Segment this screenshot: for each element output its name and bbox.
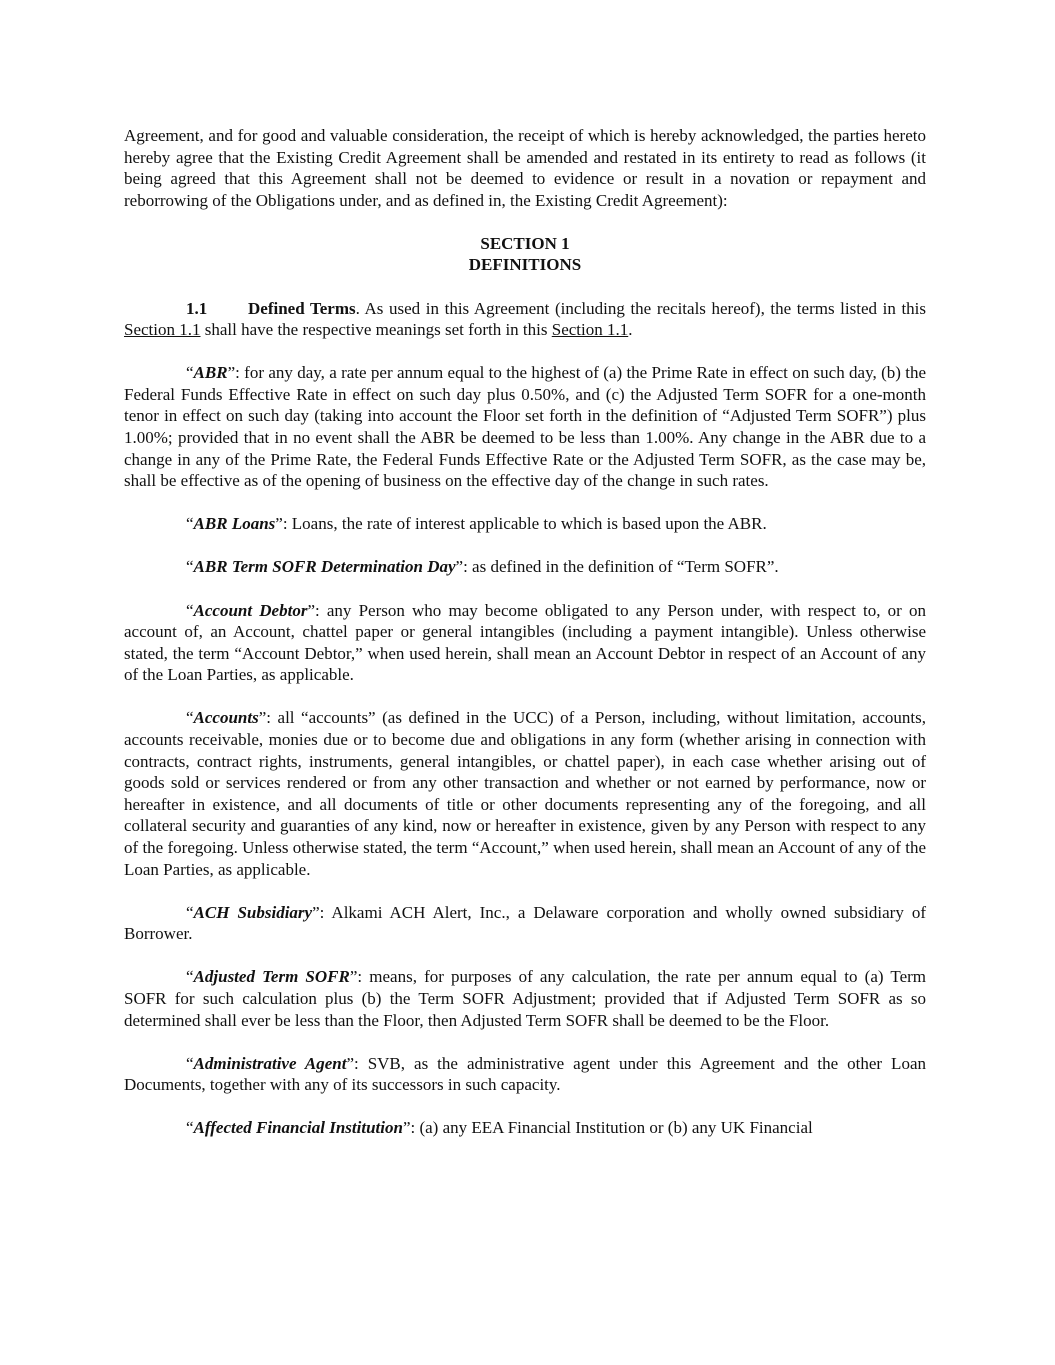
defined-term: Accounts <box>193 708 259 728</box>
definition-affected-financial-institution: “Affected Financial Institution”: (a) any EEA Financial Institution or (b) any UK Financial <box>186 1118 813 1138</box>
section-ref-link[interactable]: Section 1.1 <box>551 320 629 340</box>
definition-text: : Alkami ACH Alert, Inc., a Delaware corporation and wholly owned subsidiary of Borrower. <box>124 902 926 944</box>
definition-text: : SVB, as the administrative agent under this Agreement and the other Loan Documents, together with any of its successors in such capacity. <box>124 1053 926 1095</box>
defined-term: ABR <box>193 363 228 383</box>
definition-text: : all “accounts” (as defined in the UCC) of a Person, including, without limitation, accounts, accounts receivable, monies due or to become due and obligations in any form (whether arising in connection with contracts, contract rights, instruments, general intangibles, or chattel paper), in each case whether arising out of goods sold or services rendered or from any other transaction and whether or not earned by performance, now or hereafter in existence, and all documents of title or other documents representing any of the foregoing, and all collateral security and guaranties of any kind, now or hereafter in existence, given by any Person with respect to any of the foregoing. Unless otherwise stated, the term “Account,” when used herein, shall mean an Account of any of the Loan Parties, as applicable. <box>124 708 926 879</box>
defined-term: ABR Loans <box>193 514 276 534</box>
defined-term: Administrative Agent <box>193 1053 347 1073</box>
defined-term: ACH Subsidiary <box>193 902 313 922</box>
section-number: SECTION 1 <box>480 233 570 253</box>
definition-text: : means, for purposes of any calculation, the rate per annum equal to (a) Term SOFR for such calculation plus (b) the Term SOFR Adjustment; provided that if Adjusted Term SOFR as so determined shall ever be less than the Floor, then Adjusted Term SOFR shall be deemed to be the Floor. <box>124 967 926 1030</box>
definition-text: : any Person who may become obligated to any Person under, with respect to, or on account of, an Account, chattel paper or general intangibles (including a payment intangible). Unless otherwise stated, the term “Account Debtor,” when used herein, shall mean an Account Debtor in respect of an Account of any of the Loan Parties, as applicable. <box>124 600 926 685</box>
section-heading <box>124 233 926 276</box>
definition-account-debtor: “Account Debtor”: any Person who may become obligated to any Person under, with respect to, or on account of, an Account, chattel paper or general intangibles (including a payment intangible). Unless otherwise stated, the term “Account Debtor,” when used herein, shall mean an Account Debtor in respect of an Account of any of the Loan Parties, as applicable. <box>124 600 926 685</box>
defined-term: Adjusted Term SOFR <box>193 967 350 987</box>
definition-text: : as defined in the definition of “Term SOFR”. <box>463 557 779 577</box>
definition-ach-subsidiary: “ACH Subsidiary”: Alkami ACH Alert, Inc., a Delaware corporation and wholly owned subsidiary of Borrower. <box>124 902 926 944</box>
definition-text: : (a) any EEA Financial Institution or (b) any UK Financial <box>410 1118 813 1138</box>
document-page <box>124 125 926 1139</box>
defined-term: Account Debtor <box>193 600 308 620</box>
intro-paragraph: Agreement, and for good and valuable consideration, the receipt of which is hereby acknowledged, the parties hereto hereby agree that the Existing Credit Agreement shall be amended and restated in its entirety to read as follows (it being agreed that this Agreement shall not be deemed to evidence or result in a novation or repayment and reborrowing of the Obligations under, and as defined in, the Existing Credit Agreement): <box>124 126 926 210</box>
defined-term: Affected Financial Institution <box>193 1118 403 1138</box>
section-1-1-text-2: shall have the respective meanings set forth in this <box>200 320 552 340</box>
definition-adjusted-term-sofr: “Adjusted Term SOFR”: means, for purposes of any calculation, the rate per annum equal to (a) Term SOFR for such calculation plus (b) the Term SOFR Adjustment; provided that if Adjusted Term SOFR as so determined shall ever be less than the Floor, then Adjusted Term SOFR shall be deemed to be the Floor. <box>124 967 926 1030</box>
definition-abr-loans: “ABR Loans”: Loans, the rate of interest applicable to which is based upon the ABR. <box>186 514 767 534</box>
definition-accounts: “Accounts”: all “accounts” (as defined in the UCC) of a Person, including, without limitation, accounts, accounts receivable, monies due or to become due and obligations in any form (whether arising in connection with contracts, contract rights, instruments, general intangibles, or chattel paper), in each case whether arising out of goods sold or services rendered or from any other transaction and whether or not earned by performance, now or hereafter in existence, and all documents of title or other documents representing any of the foregoing, and all collateral security and guaranties of any kind, now or hereafter in existence, given by any Person with respect to any of the foregoing. Unless otherwise stated, the term “Account,” when used herein, shall mean an Account of any of the Loan Parties, as applicable. <box>124 708 926 879</box>
defined-terms-paragraph <box>124 298 926 341</box>
section-ref-link[interactable]: Section 1.1 <box>124 320 201 340</box>
definition-abr-term-sofr-determination-day: “ABR Term SOFR Determination Day”: as defined in the definition of “Term SOFR”. <box>186 557 779 577</box>
definition-abr: “ABR”: for any day, a rate per annum equal to the highest of (a) the Prime Rate in effect on such day, (b) the Federal Funds Effective Rate in effect on such day plus 0.50%, and (c) the Adjusted Term SOFR for a one-month tenor in effect on such day (taking into account the Floor set forth in the definition of “Adjusted Term SOFR”) plus 1.00%; provided that in no event shall the ABR be deemed to be less than 1.00%. Any change in the ABR due to a change in any of the Prime Rate, the Federal Funds Effective Rate or the Adjusted Term SOFR, as the case may be, shall be effective as of the opening of business on the effective day of the change in such rates. <box>124 363 926 491</box>
section-1-1-number: 1.1 <box>186 298 208 318</box>
section-1-1-text-3: . <box>628 320 633 340</box>
definition-administrative-agent: “Administrative Agent”: SVB, as the administrative agent under this Agreement and the other Loan Documents, together with any of its successors in such capacity. <box>124 1053 926 1095</box>
section-1-1-text-1: . As used in this Agreement (including the recitals hereof), the terms listed in this <box>355 298 927 318</box>
definition-text: : Loans, the rate of interest applicable to which is based upon the ABR. <box>282 514 767 534</box>
defined-term: ABR Term SOFR Determination Day <box>193 557 456 577</box>
definition-text: : for any day, a rate per annum equal to the highest of (a) the Prime Rate in effect on such day, (b) the Federal Funds Effective Rate in effect on such day plus 0.50%, and (c) the Adjusted Term SOFR for a one-month tenor in effect on such day (taking into account the Floor set forth in the definition of “Adjusted Term SOFR”) plus 1.00%; provided that in no event shall the ABR be deemed to be less than 1.00%. Any change in the ABR due to a change in any of the Prime Rate, the Federal Funds Effective Rate or the Adjusted Term SOFR, as the case may be, shall be effective as of the opening of business on the effective day of the change in such rates. <box>124 363 926 491</box>
section-title: DEFINITIONS <box>468 255 582 275</box>
section-1-1-title: Defined Terms <box>248 298 356 318</box>
